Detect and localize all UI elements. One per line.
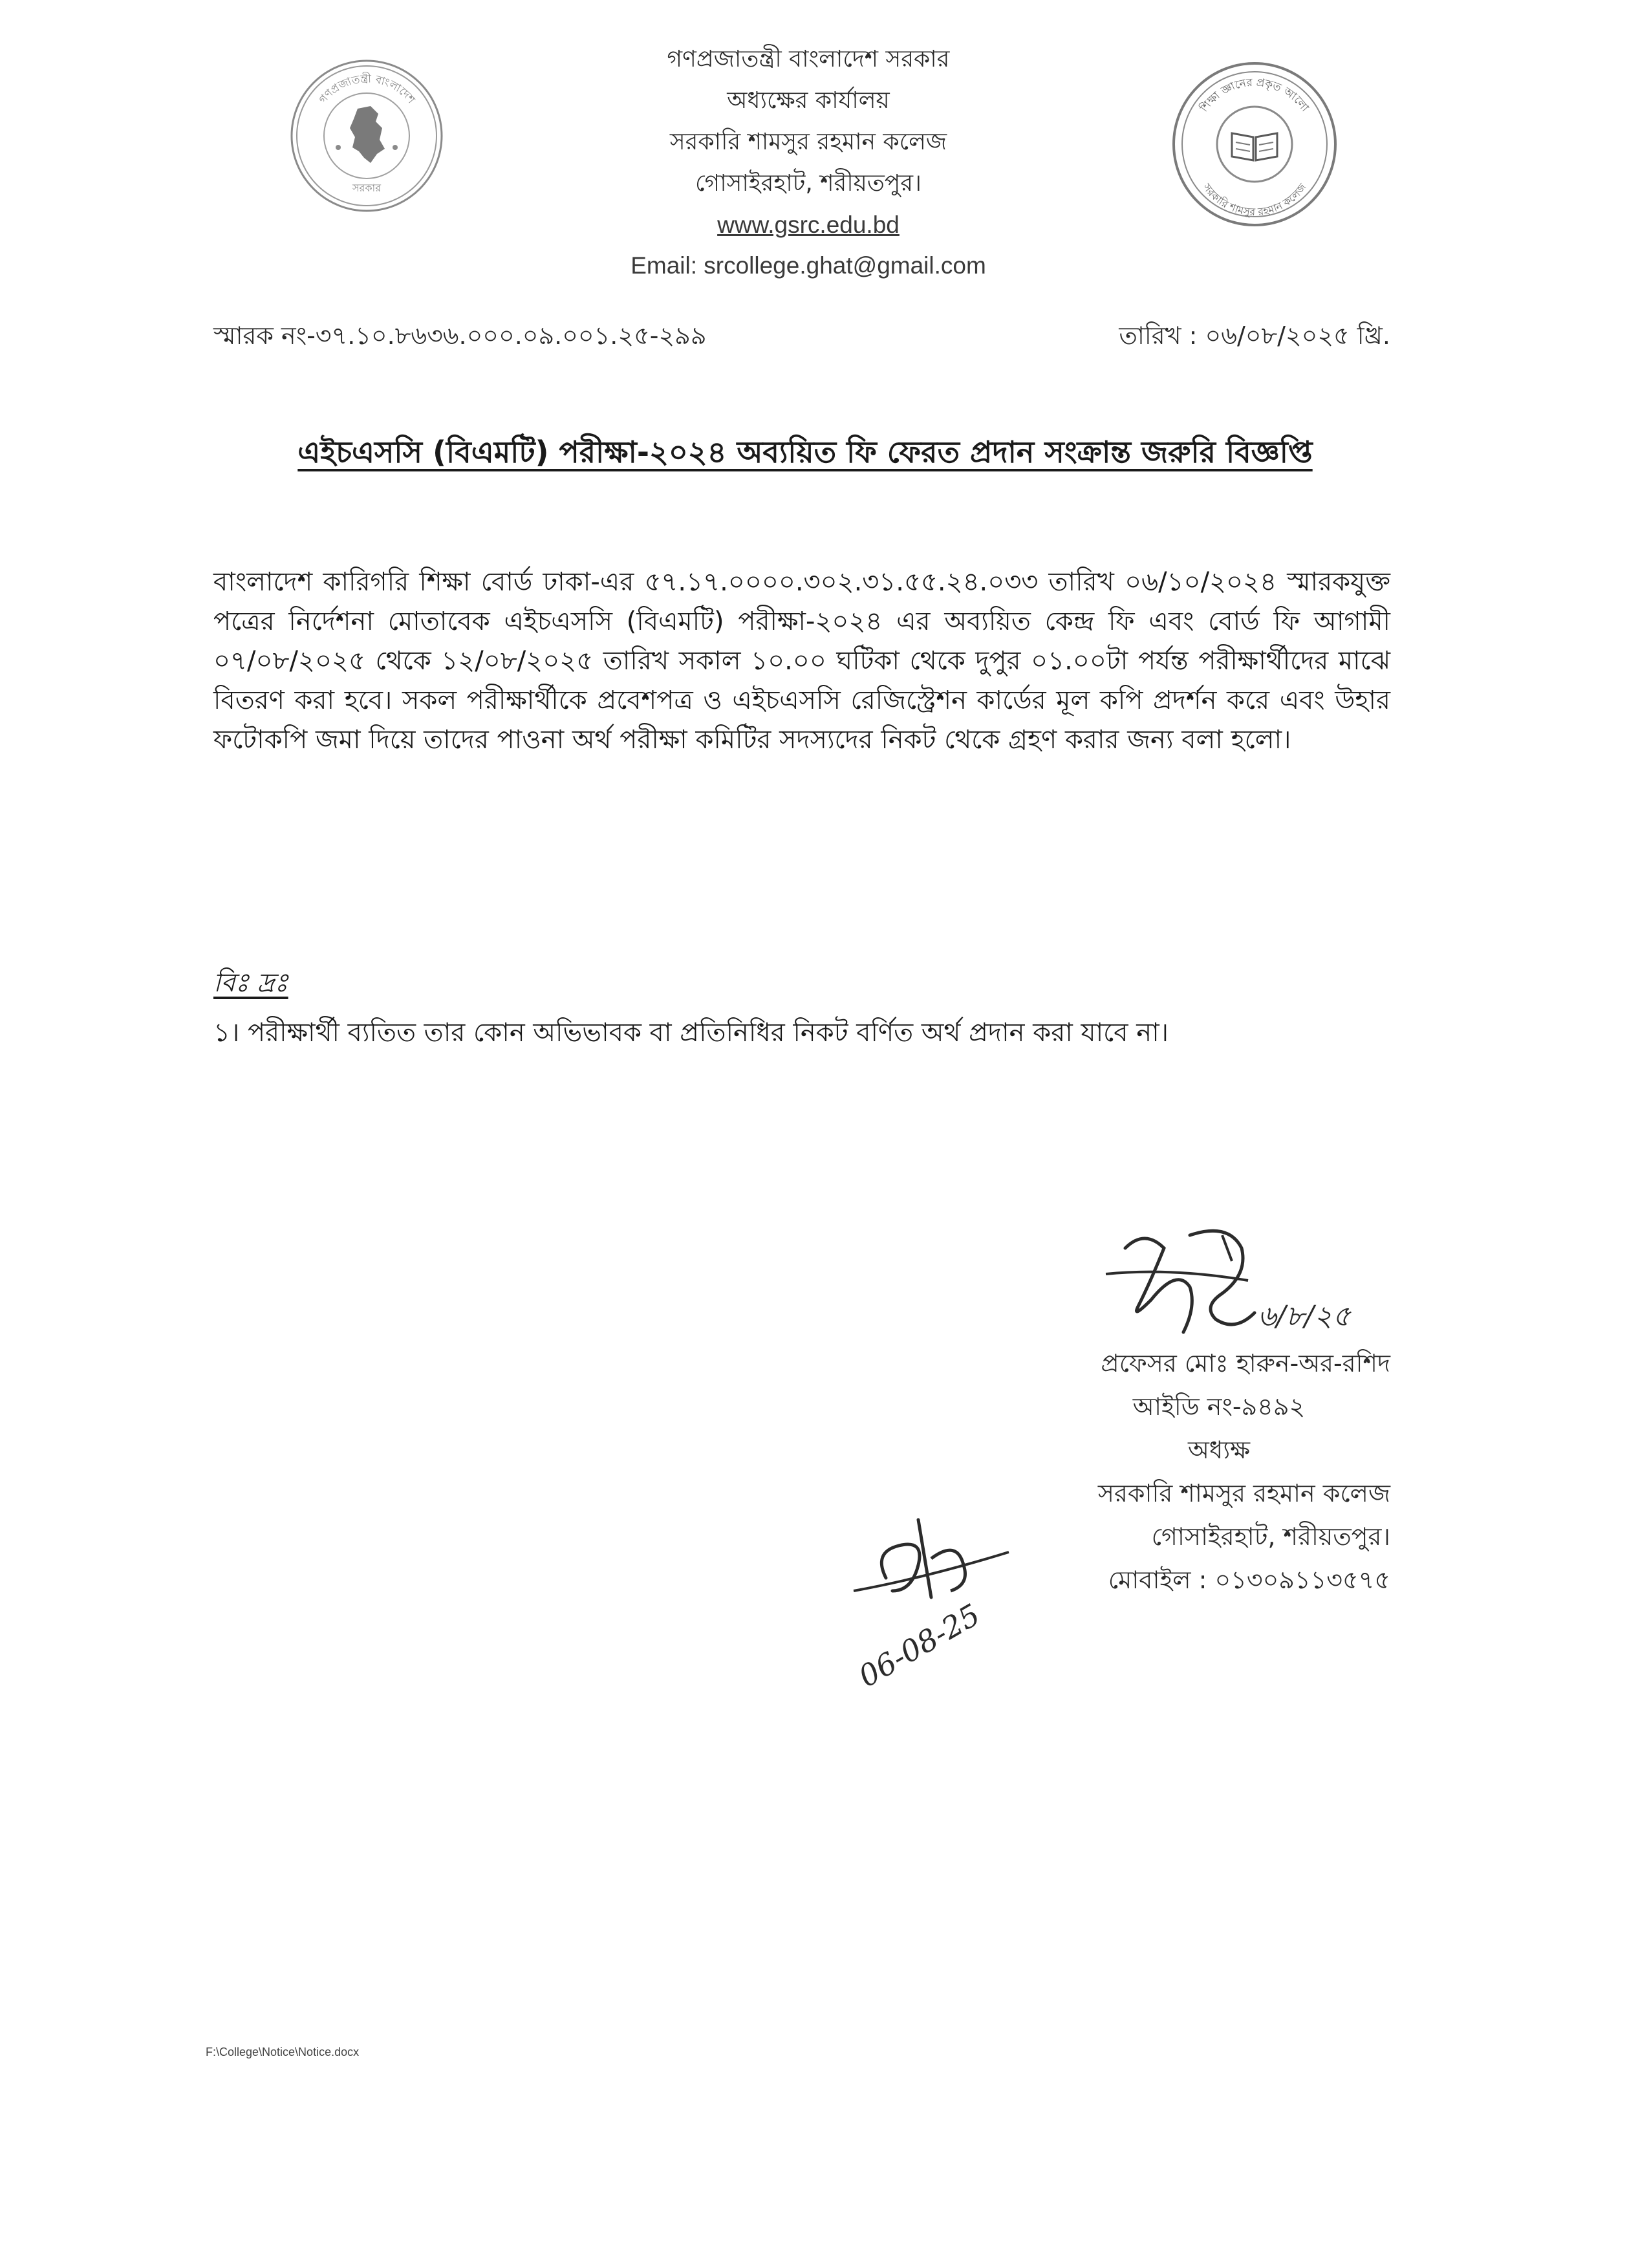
svg-text:সরকার: সরকার bbox=[352, 182, 382, 194]
signatory-mobile: মোবাইল : ০১৩০৯১১৩৫৭৫ bbox=[1108, 1566, 1390, 1594]
memo-row bbox=[213, 317, 1390, 356]
svg-text:শিক্ষা জ্ঞানের প্রকৃত আলো: শিক্ষা জ্ঞানের প্রকৃত আলো bbox=[1198, 76, 1311, 114]
file-path: F:\College\Notice\Notice.docx bbox=[206, 2046, 360, 2058]
office-name: অধ্যক্ষের কার্যালয় bbox=[727, 87, 890, 114]
initial-signature-icon bbox=[834, 1494, 1080, 1707]
signatory-address: গোসাইরহাট, শরীয়তপুর। bbox=[1151, 1522, 1390, 1551]
notice-body: বাংলাদেশ কারিগরি শিক্ষা বোর্ড ঢাকা-এর ৫৭.১৭.০০০০.৩০২.৩১.৫৫.২৪.০৩৩ তারিখ ০৬/১০/২০২৪ স্মারকযুক্ত পত্রের নির্দেশনা মোতাবেক এইচএসসি (বিএমটি) পরীক্ষা-২০২৪ এর অব্যয়িত কেন্দ্র ফি এবং বোর্ড ফি আগামী ০৭/০৮/২০২৫ থেকে ১২/০৮/২০২৫ তারিখ সকাল ১০.০০ ঘটিকা থেকে দুপুর ০১.০০টা পর্যন্ত পরীক্ষার্থীদের মাঝে বিতরণ করা হবে। সকল পরীক্ষার্থীকে প্রবেশপত্র ও এইচএসসি রেজিস্ট্রেশন কার্ডের মূল কপি প্রদর্শন করে এবং উহার ফটোকপি জমা দিয়ে তাদের পাওনা অর্থ পরীক্ষা কমিটির সদস্যদের নিকট থেকে গ্রহণ করার জন্য বলা হলো। bbox=[213, 567, 1390, 755]
signatory-id: আইডি নং-৯৪৯২ bbox=[1132, 1392, 1306, 1421]
svg-text:সরকারি শামসুর রহমান কলেজ: সরকারি শামসুর রহমান কলেজ bbox=[1200, 181, 1309, 219]
signatory-designation: অধ্যক্ষ bbox=[1187, 1436, 1250, 1464]
signatory-name: প্রফেসর মোঃ হারুন-অর-রশিদ bbox=[1101, 1349, 1390, 1377]
signatory-college: সরকারি শামসুর রহমান কলেজ bbox=[1097, 1479, 1390, 1507]
memo-date: তারিখ : ০৬/০৮/২০২৫ খ্রি. bbox=[1119, 321, 1390, 350]
notice-title-text: এইচএসসি (বিএমটি) পরীক্ষা-২০২৪ অব্যয়িত ফি ফেরত প্রদান সংক্রান্ত জরুরি বিজ্ঞপ্তি bbox=[297, 435, 1313, 470]
svg-text:৬/৮/২৫: ৬/৮/২৫ bbox=[1258, 1300, 1351, 1333]
website-link[interactable]: www.gsrc.edu.bd bbox=[717, 211, 900, 238]
email-address: Email: srcollege.ghat@gmail.com bbox=[630, 252, 986, 279]
note-heading: বিঃ দ্রঃ bbox=[213, 968, 288, 998]
svg-text:06-08-25: 06-08-25 bbox=[852, 1597, 986, 1694]
principal-signature-icon bbox=[1093, 1222, 1364, 1352]
letterhead bbox=[453, 39, 1164, 286]
notice-title bbox=[213, 430, 1397, 479]
note-item: ১। পরীক্ষার্থী ব্যতিত তার কোন অভিভাবক বা প্রতিনিধির নিকট বর্ণিত অর্থ প্রদান করা যাবে না। bbox=[213, 1018, 1169, 1048]
government-seal-icon bbox=[288, 57, 446, 215]
memo-number: স্মারক নং-৩৭.১০.৮৬৩৬.০০০.০৯.০০১.২৫-২৯৯ bbox=[213, 321, 707, 350]
svg-text:গণপ্রজাতন্ত্রী বাংলাদেশ: গণপ্রজাতন্ত্রী বাংলাদেশ bbox=[316, 72, 418, 107]
government-name: গণপ্রজাতন্ত্রী বাংলাদেশ সরকার bbox=[667, 46, 950, 72]
college-address: গোসাইরহাট, শরীয়তপুর। bbox=[695, 170, 921, 197]
college-seal-icon bbox=[1167, 57, 1342, 232]
college-name: সরকারি শামসুর রহমান কলেজ bbox=[669, 129, 947, 155]
